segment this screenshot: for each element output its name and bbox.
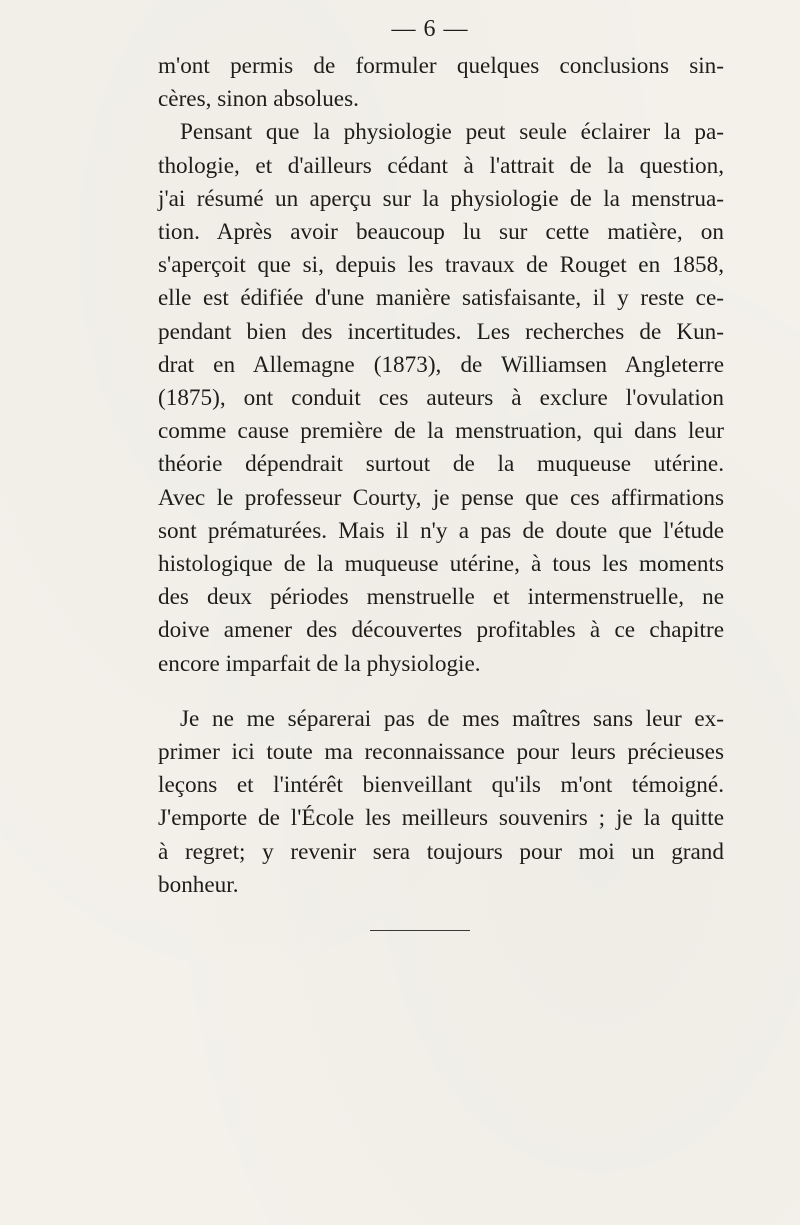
text-line: bonheur. xyxy=(158,871,239,898)
text-line: primer ici toute ma reconnaissance pour leurs précieuses xyxy=(158,739,724,766)
text-line: sont prématurées. Mais il n'y a pas de doute que l'étude xyxy=(158,517,724,544)
paragraph-2 xyxy=(158,116,724,680)
text-line: elle est édifiée d'une manière satisfaisante, il y reste ce- xyxy=(158,285,724,312)
text-line: Je ne me séparerai pas de mes maîtres sans leur ex- xyxy=(180,705,724,732)
text-line: j'ai résumé un aperçu sur la physiologie de la menstrua- xyxy=(158,185,724,212)
body-text xyxy=(158,50,724,902)
text-line: tion. Après avoir beaucoup lu sur cette matière, on xyxy=(158,219,724,246)
text-line: Avec le professeur Courty, je pense que ces affirmations xyxy=(158,484,724,511)
text-line: pendant bien des incertitudes. Les recherches de Kun- xyxy=(158,318,724,345)
text-line: (1875), ont conduit ces auteurs à exclure l'ovulation xyxy=(158,385,724,412)
text-line: histologique de la muqueuse utérine, à tous les moments xyxy=(158,551,724,578)
text-line: encore imparfait de la physiologie. xyxy=(158,650,481,677)
text-line: s'aperçoit que si, depuis les travaux de Rouget en 1858, xyxy=(158,252,724,279)
section-divider xyxy=(370,930,470,931)
text-line: thologie, et d'ailleurs cédant à l'attrait de la question, xyxy=(158,152,724,179)
paragraph-1 xyxy=(158,50,724,116)
text-line: cères, sinon absolues. xyxy=(158,86,359,113)
text-line: à regret; y revenir sera toujours pour moi un grand xyxy=(158,838,724,865)
text-line: doive amener des découvertes profitables à ce chapitre xyxy=(158,617,724,644)
page-number: — 6 — xyxy=(391,16,469,42)
text-line: J'emporte de l'École les meilleurs souvenirs ; je la quitte xyxy=(158,805,724,832)
text-line: drat en Allemagne (1873), de Williamsen Angleterre xyxy=(158,351,724,378)
text-line: des deux périodes menstruelle et intermenstruelle, ne xyxy=(158,584,724,611)
text-line: Pensant que la physiologie peut seule éclairer la pa- xyxy=(180,119,724,146)
paragraph-3 xyxy=(158,703,724,902)
text-line: théorie dépendrait surtout de la muqueuse utérine. xyxy=(158,451,724,478)
text-line: leçons et l'intérêt bienveillant qu'ils m'ont témoigné. xyxy=(158,772,724,799)
text-line: m'ont permis de formuler quelques conclusions sin- xyxy=(158,53,724,79)
text-line: comme cause première de la menstruation, qui dans leur xyxy=(158,418,724,445)
